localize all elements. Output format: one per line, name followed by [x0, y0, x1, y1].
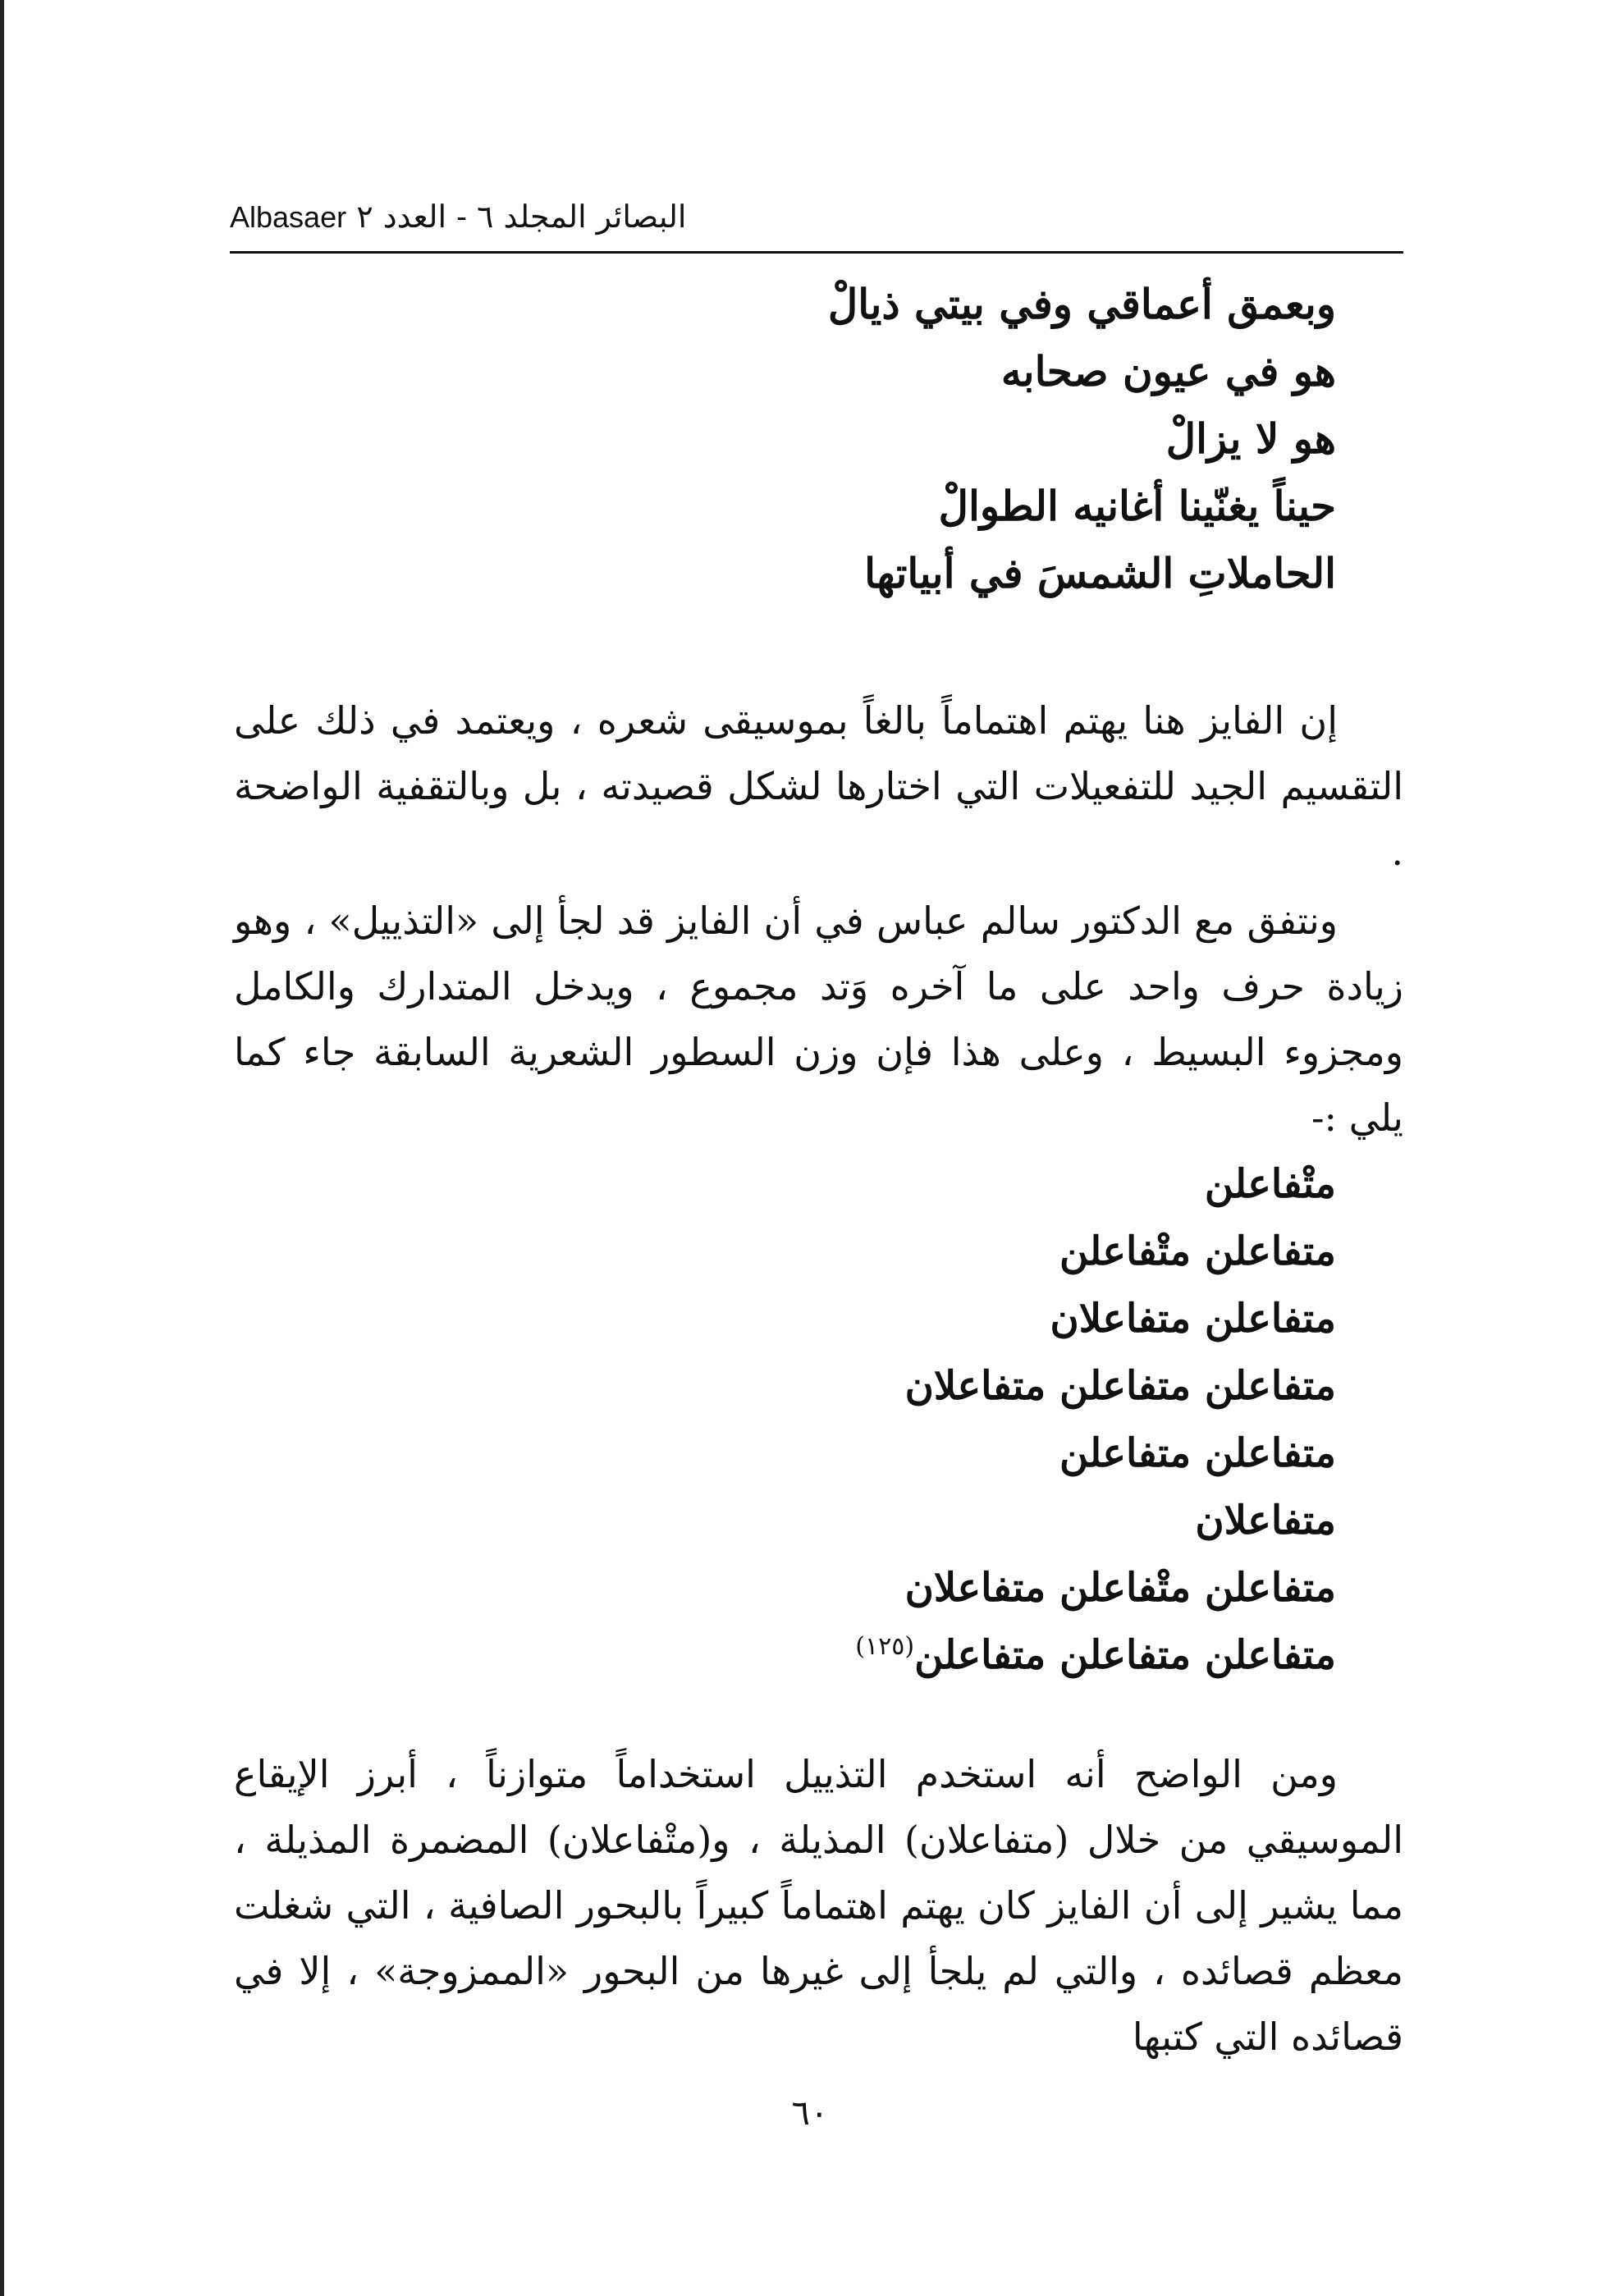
- meter-line: متفاعلن متفاعلان: [1050, 1296, 1336, 1342]
- scan-edge: [0, 0, 4, 2296]
- header-rule: [230, 251, 1403, 254]
- journal-name-arabic: البصائر المجلد ٦ - العدد ٢: [356, 199, 687, 235]
- poem-line: الحاملاتِ الشمسَ في أبياتها: [864, 549, 1336, 597]
- poem-line: وبعمق أعماقي وفي بيتي ذيالْ: [827, 280, 1336, 328]
- poem-line: هو لا يزالْ: [1165, 414, 1336, 463]
- journal-header: [230, 197, 686, 237]
- footnote-reference[interactable]: (١٢٥): [855, 1632, 915, 1661]
- meter-line-text: متفاعلن متفاعلن متفاعلن: [914, 1632, 1336, 1678]
- poem-line: هو في عيون صحابه: [1000, 347, 1336, 396]
- paragraph-3: ومن الواضح أنه استخدم التذييل استخداماً متوازناً ، أبرز الإيقاع الموسيقي من خلال (متفاعلان) المذيلة ، و(متْفاعلان) المضمرة المذيلة ، مما يشير إلى أن الفايز كان يهتم اهتماماً كبيراً بالبحور الصافية ، التي شغلت معظم قصائده ، والتي لم يلجأ إلى غيرها من البحور «الممزوجة» ، إلا في قصائده التي كتبها: [234, 1752, 1403, 2059]
- meter-line: متفاعلان: [1195, 1498, 1336, 1544]
- meter-block: [234, 1150, 1403, 1689]
- meter-line: متْفاعلن: [1204, 1161, 1336, 1207]
- poem-block: [234, 271, 1403, 607]
- paragraph-1: إن الفايز هنا يهتم اهتماماً بالغاً بموسيقى شعره ، ويعتمد في ذلك على التقسيم الجيد للتفعيلات التي اختارها لشكل قصيدته ، بل وبالتقفية الواضحة .: [234, 698, 1403, 874]
- page-number: ٦٠: [791, 2092, 829, 2133]
- journal-name-latin: Albasaer: [230, 200, 347, 234]
- running-header: [230, 194, 1403, 243]
- poem-line: حيناً يغنّينا أغانيه الطوالْ: [938, 482, 1336, 530]
- page-body: [234, 271, 1403, 2070]
- meter-line: متفاعلن متْفاعلن متفاعلان: [904, 1565, 1336, 1611]
- paragraph-2: ونتفق مع الدكتور سالم عباس في أن الفايز قد لجأ إلى «التذييل» ، وهو زيادة حرف واحد على ما آخره وَتد مجموع ، ويدخل المتدارك والكامل ومجزوء البسيط ، وعلى هذا فإن وزن السطور الشعرية السابقة جاء كما يلي :-: [234, 899, 1403, 1140]
- meter-line: متفاعلن متفاعلن: [1059, 1430, 1336, 1476]
- meter-line: متفاعلن متفاعلن متفاعلان: [904, 1363, 1336, 1409]
- meter-line: [234, 1621, 1336, 1689]
- meter-line: متفاعلن متْفاعلن: [1059, 1228, 1336, 1274]
